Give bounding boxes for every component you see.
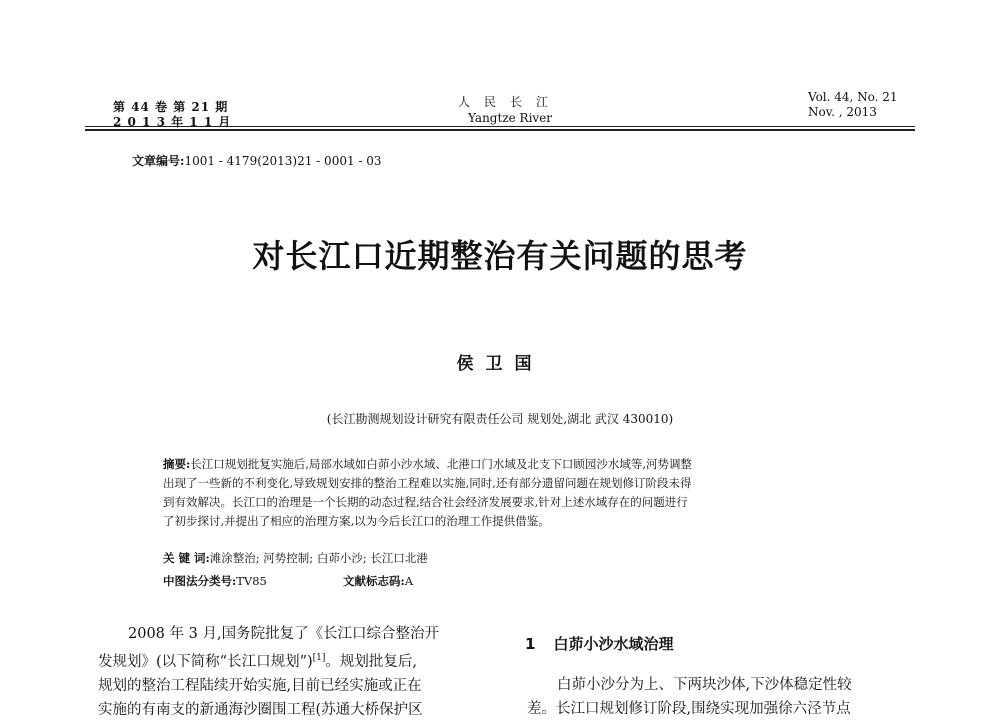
body-left-line-4: 实施的有南支的新通海沙圈围工程(苏通大桥保护区 [98, 701, 423, 718]
keywords-value: 滩涂整治; 河势控制; 白茆小沙; 长江口北港 [209, 551, 428, 565]
journal-name-en: Yangtze River [467, 111, 553, 125]
classification-value: TV85 [236, 574, 267, 588]
classification-label: 中图法分类号: [163, 574, 237, 588]
section-1-number: 1 [525, 635, 536, 653]
abstract-line-1: 摘要:长江口规划批复实施后,局部水域如白茆小沙水域、北港口门水域及北支下口顾园沙水域等,河势调整 [163, 457, 693, 471]
abstract-line-3: 到有效解决。长江口的治理是一个长期的动态过程,结合社会经济发展要求,针对上述水域存在的问题进行 [163, 495, 688, 509]
citation-ref: [1] [312, 653, 326, 663]
section-1-title: 白茆小沙水域治理 [553, 635, 674, 653]
date-cn: 2 0 1 3 年 1 1 月 [113, 115, 232, 129]
body-left-line-3: 规划的整治工程陆续开始实施,目前已经实施或正在 [98, 677, 422, 694]
document-code-label: 文献标志码: [343, 574, 405, 588]
journal-name [420, 94, 600, 126]
body-right-line-1: 白茆小沙分为上、下两块沙体,下沙体稳定性较 [557, 677, 852, 693]
article-number [132, 152, 382, 169]
body-right-line-2: 差。长江口规划修订阶段,围绕实现加强徐六泾节点 [527, 701, 851, 717]
abstract-line-4: 了初步探讨,并提出了相应的治理方案,以为今后长江口的治理工作提供借鉴。 [163, 514, 550, 528]
volume-issue-cn: 第 44 卷 第 21 期 [113, 100, 229, 114]
abstract-label: 摘要: [163, 457, 191, 471]
header-rule-thin [85, 126, 915, 127]
keywords-label: 关 键 词: [163, 551, 210, 565]
body-left-column [98, 622, 498, 722]
keywords [163, 550, 428, 566]
journal-name-cn: 人民长江 [457, 95, 562, 109]
header-rule-thick [85, 129, 915, 131]
article-number-label: 文章编号: [132, 154, 185, 168]
volume-issue-en: Vol. 44, No. 21 [808, 90, 898, 104]
body-right-column [527, 673, 927, 721]
classification-number [163, 573, 267, 589]
abstract [163, 455, 853, 531]
affiliation: (长江勘测规划设计研究有限责任公司 规划处,湖北 武汉 430010) [326, 412, 674, 426]
document-code-value: A [404, 574, 414, 588]
article-number-value: 1001 - 4179(2013)21 - 0001 - 03 [184, 154, 382, 168]
body-left-line-1: 2008 年 3 月,国务院批复了《长江口综合整治开 [128, 626, 440, 642]
author: 侯卫国 [456, 354, 544, 374]
abstract-line-2: 出现了一些新的不利变化,导致规划安排的整治工程难以实施,同时,还有部分遗留问题在规划修订阶段未得 [163, 476, 692, 490]
document-code [343, 573, 413, 589]
journal-issue-en [808, 90, 898, 120]
date-en: Nov. , 2013 [808, 105, 877, 119]
paper-title: 对长江口近期整治有关问题的思考 [252, 237, 748, 275]
body-left-line-2: 发规划》(以下简称“长江口规划”)[1]。规划批复后, [98, 653, 417, 670]
section-1-heading [525, 633, 673, 654]
